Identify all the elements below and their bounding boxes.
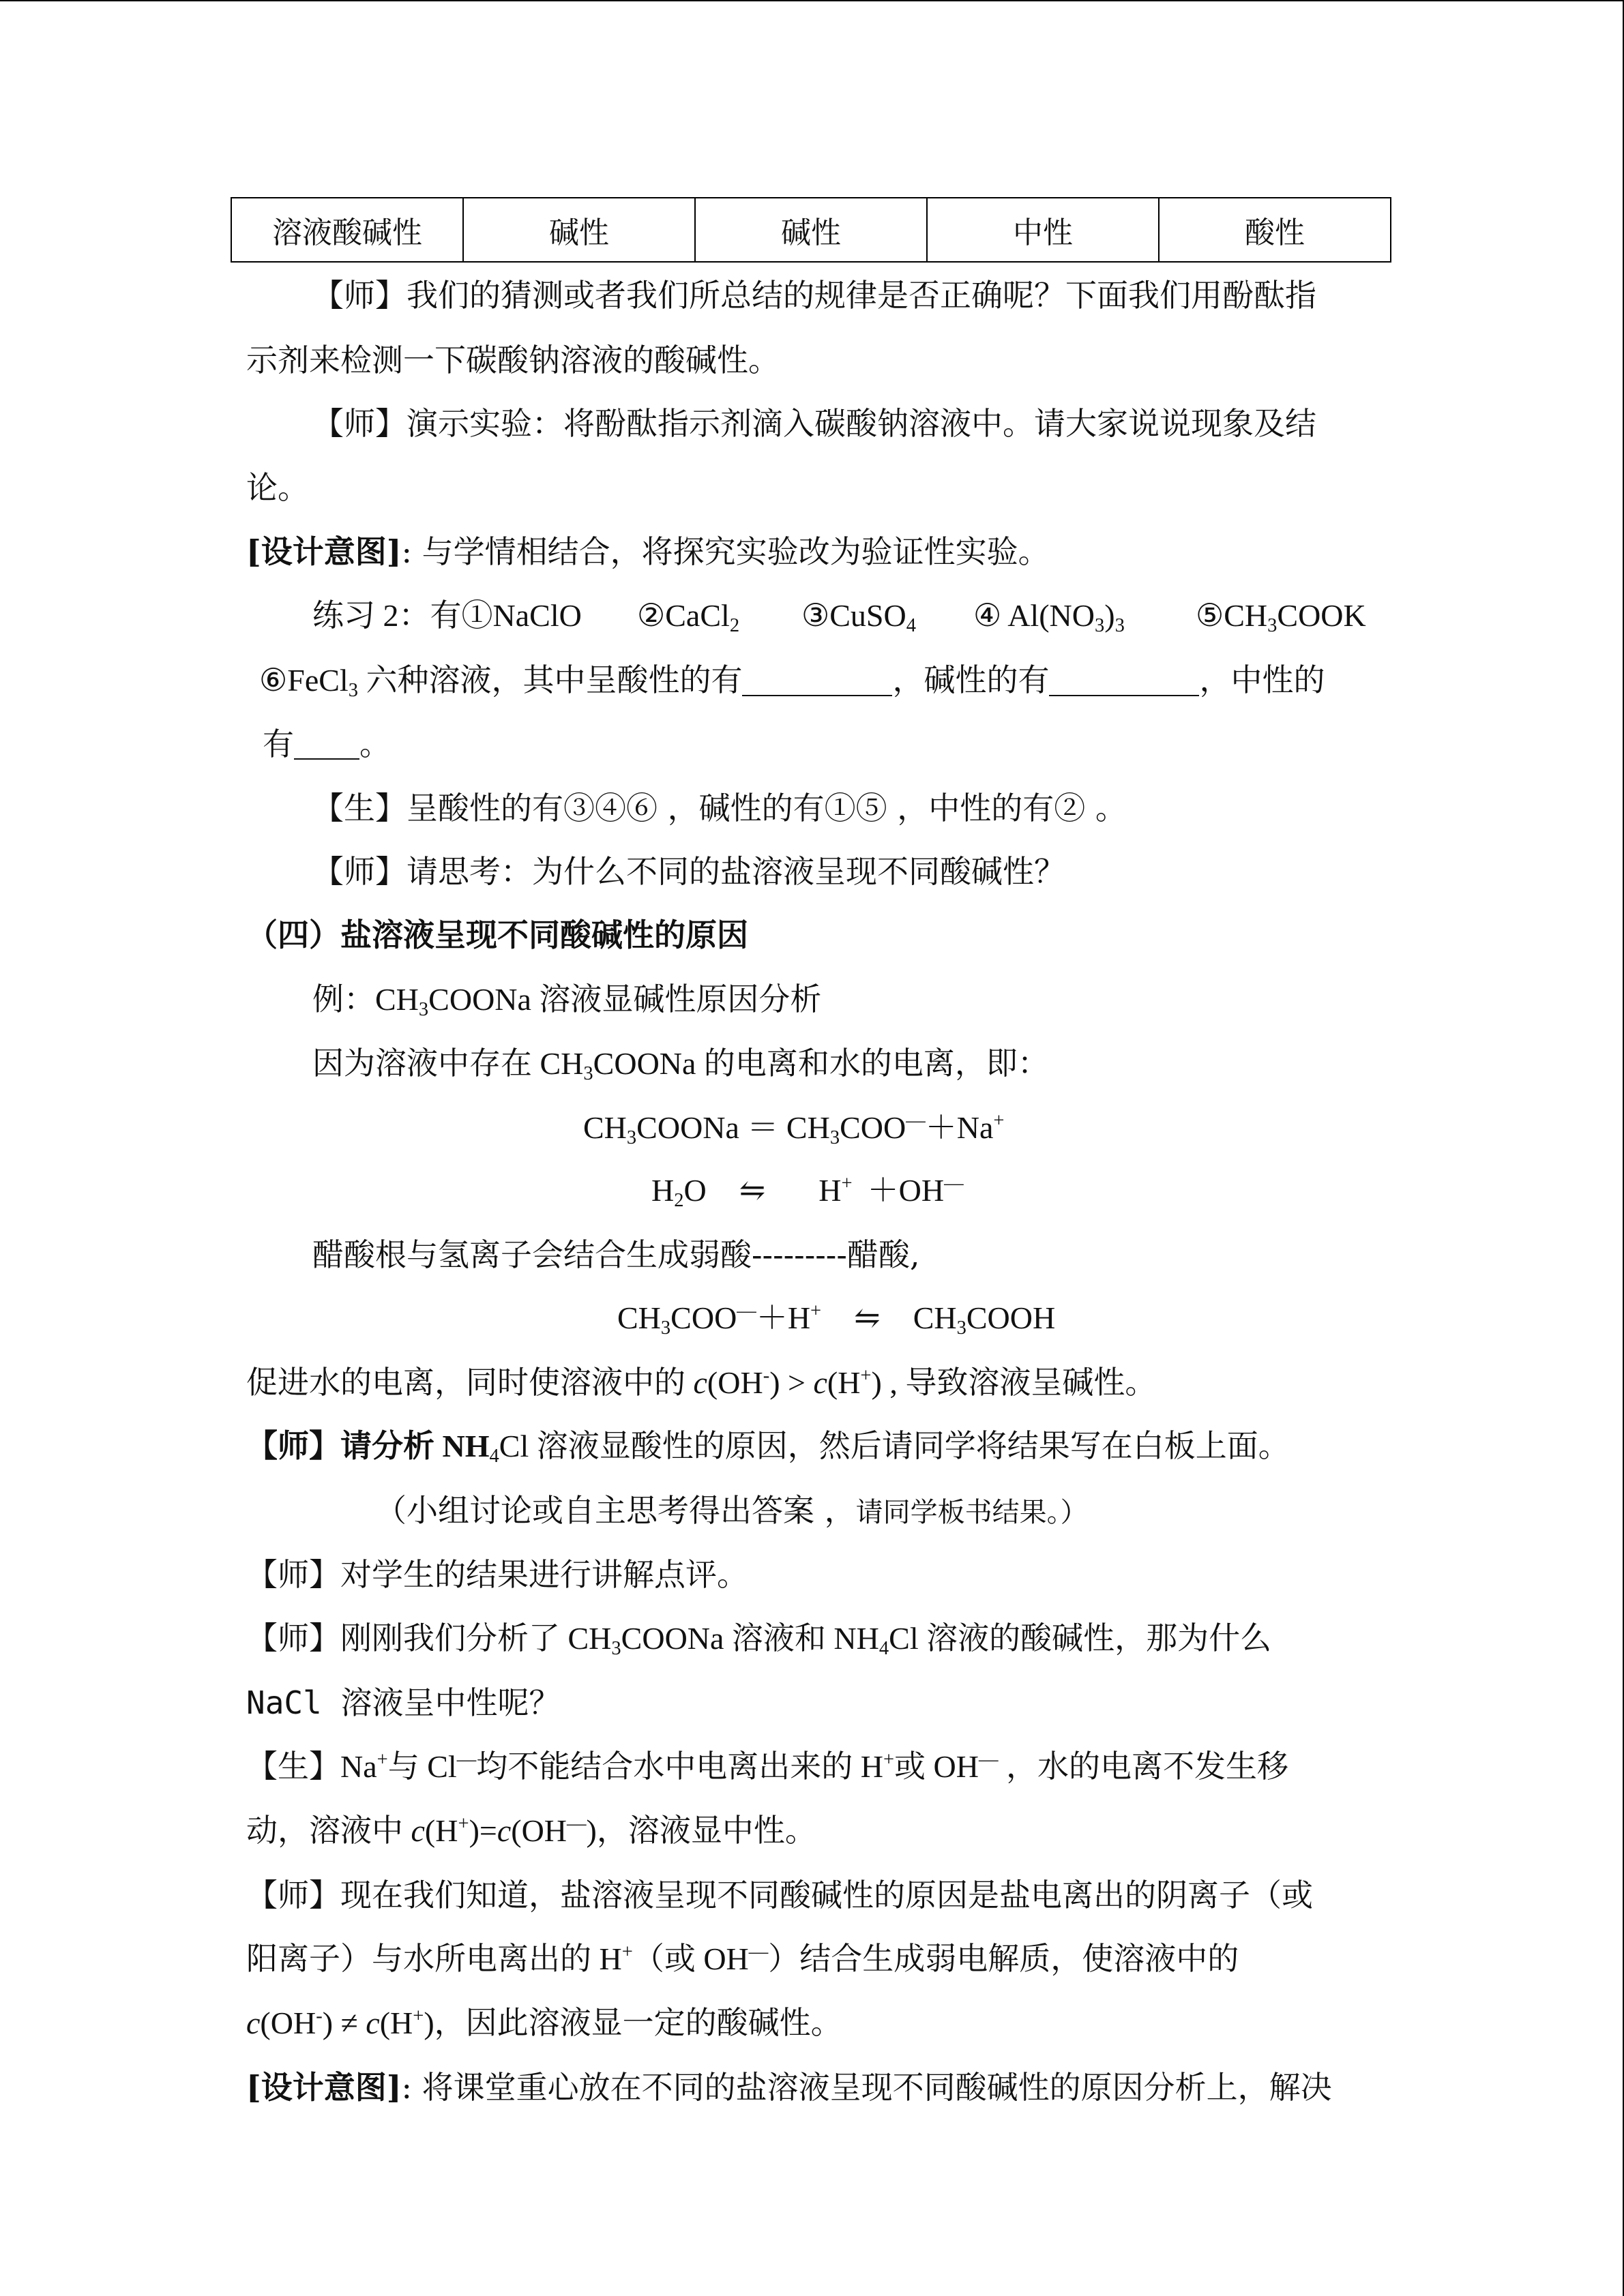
- paragraph-line: 【师】我们的猜测或者我们所总结的规律是否正确呢？下面我们用酚酞指: [312, 277, 1316, 314]
- superscript: —: [737, 1300, 756, 1322]
- line-text: )=: [469, 1813, 497, 1848]
- line-text: （或 OH: [632, 1941, 749, 1976]
- paragraph-line: 【师】请思考：为什么不同的盐溶液呈现不同酸碱性？: [312, 853, 1065, 890]
- superscript: +: [458, 1813, 469, 1834]
- formula-text: COO: [840, 1110, 906, 1145]
- concentration-symbol: c: [411, 1813, 425, 1848]
- table-cell: 酸性: [1159, 198, 1391, 262]
- answer-blank[interactable]: [294, 731, 359, 760]
- superscript: +: [413, 2005, 424, 2027]
- superscript: +: [841, 1172, 853, 1194]
- formula-text: COO: [670, 1300, 737, 1335]
- acidity-table: [231, 197, 1391, 263]
- line-text: 【师】刚刚我们分析了 CH: [246, 1621, 612, 1656]
- superscript: —: [906, 1109, 926, 1131]
- exercise-line: [259, 663, 1325, 701]
- line-text: 动，溶液中: [246, 1813, 411, 1848]
- equilibrium-arrow: ⇋: [854, 1300, 881, 1335]
- exercise-item: ①NaClO: [461, 598, 582, 633]
- exercise-item: [1196, 598, 1366, 636]
- formula-text: ⑥FeCl: [259, 663, 349, 698]
- line-text: 与 Cl: [387, 1749, 457, 1784]
- equilibrium-arrow: ⇋: [739, 1173, 766, 1208]
- formula-text: ＋OH: [867, 1173, 945, 1208]
- design-intent-text: : 将课堂重心放在不同的盐溶液呈现不同酸碱性的原因分析上，解决: [401, 2069, 1332, 2106]
- paragraph-line: 【生】呈酸性的有③④⑥ ，碱性的有①⑤ ，中性的有② 。: [312, 790, 1127, 826]
- superscript: —: [944, 1172, 964, 1194]
- superscript: —: [567, 1813, 587, 1834]
- exercise-prefix: 练习 2：有: [312, 598, 462, 633]
- formula-text: CH: [913, 1300, 957, 1335]
- subscript: 3: [418, 998, 429, 1020]
- line-text: (H: [424, 1813, 458, 1848]
- formula-text: ②CaCl: [637, 598, 730, 633]
- speaker-tag: 【师】请分析 NH: [246, 1429, 490, 1463]
- exercise-item: [801, 598, 916, 636]
- line-text: 【生】Na: [246, 1749, 377, 1784]
- line-text: 六种溶液，其中呈酸性的有: [357, 663, 743, 698]
- paragraph-line: [246, 1815, 816, 1847]
- concentration-symbol: c: [246, 2006, 261, 2040]
- line-text: 。: [359, 726, 391, 762]
- exercise-item: [637, 598, 740, 636]
- design-intent-line: [246, 533, 1050, 570]
- subscript: 4: [489, 1445, 499, 1467]
- paragraph-line: [246, 1621, 1272, 1659]
- subscript: 3: [829, 1127, 840, 1148]
- formula-text: COONa ＝ CH: [636, 1110, 830, 1145]
- line-text: 或 OH: [894, 1749, 979, 1784]
- table-cell: 中性: [927, 198, 1159, 262]
- paragraph-line: [375, 1492, 1088, 1529]
- concentration-symbol: c: [693, 1365, 707, 1400]
- subscript: 3: [956, 1317, 966, 1339]
- paragraph-line: [312, 982, 822, 1020]
- formula-text: ⑤CH: [1196, 598, 1268, 633]
- superscript: +: [860, 1365, 872, 1386]
- page-top-border: [0, 0, 1624, 1]
- equation: [651, 1172, 964, 1211]
- formula-text: COOK: [1277, 598, 1366, 633]
- superscript: —: [456, 1748, 477, 1770]
- subscript: 3: [660, 1317, 671, 1339]
- line-text: ，水的电离不发生移: [998, 1749, 1289, 1784]
- answer-blank[interactable]: [1049, 668, 1199, 696]
- line-text: 均不能结合水中电离出来的 H: [476, 1749, 883, 1784]
- line-text: (OH: [707, 1365, 763, 1400]
- formula-text: ＋Na: [925, 1110, 994, 1145]
- concentration-symbol: c: [366, 2006, 380, 2040]
- formula-text: H: [818, 1173, 842, 1208]
- paragraph-line: 【师】对学生的结果进行讲解点评。: [246, 1556, 748, 1593]
- concentration-symbol: c: [813, 1365, 827, 1400]
- line-text: ，中性的: [1199, 663, 1325, 698]
- line-text: Cl 溶液的酸碱性，那为什么: [889, 1621, 1272, 1656]
- subscript: 4: [906, 614, 916, 636]
- paragraph-line: 【师】现在我们知道，盐溶液呈现不同酸碱性的原因是盐电离出的阴离子（或: [246, 1877, 1313, 1913]
- formula-text: CH: [583, 1110, 627, 1145]
- paragraph-line: [312, 1046, 1049, 1084]
- design-intent-text: : 与学情相结合，将探究实验改为验证性实验。: [401, 533, 1050, 570]
- formula-text: ③CuSO: [801, 598, 906, 633]
- superscript: +: [621, 1941, 633, 1963]
- answer-blank[interactable]: [742, 668, 892, 696]
- paragraph-line: [246, 1429, 1290, 1467]
- paragraph-line: 【师】演示实验：将酚酞指示剂滴入碳酸钠溶液中。请大家说说现象及结: [312, 405, 1316, 442]
- design-intent-label: [设计意图]: [246, 533, 402, 570]
- line-text: 请同学板书结果。）: [855, 1497, 1088, 1528]
- equation: [617, 1300, 1056, 1339]
- line-text: (H: [379, 2006, 413, 2040]
- line-text: 例：CH: [312, 982, 419, 1017]
- superscript: -: [316, 2005, 323, 2027]
- exercise-line: [263, 728, 391, 760]
- equation: [583, 1109, 1005, 1148]
- paragraph-line: 论。: [246, 469, 309, 506]
- formula-text: ＋H: [756, 1300, 811, 1335]
- line-text: ) >: [769, 1365, 814, 1400]
- subscript: 3: [1267, 614, 1278, 636]
- concentration-symbol: c: [497, 1813, 512, 1848]
- paragraph-line: 醋酸根与氢离子会结合生成弱酸---------醋酸,: [312, 1236, 920, 1273]
- formula-text: CH: [617, 1300, 661, 1335]
- paragraph-line: [246, 2005, 842, 2040]
- superscript: —: [979, 1748, 999, 1770]
- line-text: 因为溶液中存在 CH: [312, 1046, 584, 1081]
- line-text: )，因此溶液显一定的酸碱性。: [424, 2006, 842, 2040]
- paragraph-line: [246, 1367, 1156, 1399]
- subscript: 2: [729, 614, 740, 636]
- subscript: 3: [626, 1127, 637, 1148]
- subscript: 3: [348, 679, 358, 701]
- table-row: [231, 198, 1391, 262]
- table-cell: 碱性: [463, 198, 695, 262]
- line-text: COONa 溶液和 NH: [621, 1621, 879, 1656]
- subscript: 4: [879, 1637, 889, 1659]
- line-text: (OH: [511, 1813, 567, 1848]
- section-heading: （四）盐溶液呈现不同酸碱性的原因: [246, 916, 748, 953]
- subscript: 3: [1094, 614, 1105, 636]
- paragraph-line: [246, 1748, 1289, 1784]
- superscript: +: [993, 1109, 1005, 1131]
- formula-text: ): [1104, 598, 1115, 633]
- formula-text: O: [683, 1173, 707, 1208]
- line-text: Cl 溶液显酸性的原因，然后请同学将结果写在白板上面。: [499, 1429, 1290, 1463]
- design-intent-label: [设计意图]: [246, 2069, 402, 2106]
- line-text: 促进水的电离，同时使溶液中的: [246, 1365, 694, 1400]
- line-text: ，碱性的有: [892, 663, 1050, 698]
- line-text: ）结合生成弱电解质，使溶液中的: [768, 1941, 1239, 1976]
- subscript: 2: [674, 1189, 684, 1211]
- line-text: 有: [263, 726, 294, 762]
- paragraph-line: NaCl 溶液呈中性呢？: [246, 1684, 561, 1721]
- superscript: -: [763, 1365, 770, 1386]
- table-cell: 碱性: [695, 198, 927, 262]
- formula-text: COOH: [966, 1300, 1056, 1335]
- line-text: (OH: [260, 2006, 316, 2040]
- subscript: 3: [611, 1637, 621, 1659]
- design-intent-line: [246, 2069, 1332, 2106]
- line-text: (H: [827, 1365, 861, 1400]
- line-text: （小组讨论或自主思考得出答案 ，: [375, 1492, 856, 1529]
- subscript: 3: [583, 1062, 593, 1084]
- line-text: 阳离子）与水所电离出的 H: [246, 1941, 622, 1976]
- formula-text: ④ Al(NO: [973, 598, 1095, 633]
- superscript: +: [810, 1300, 822, 1322]
- line-text: COONa 的电离和水的电离，即：: [593, 1046, 1049, 1081]
- table-cell: 溶液酸碱性: [231, 198, 463, 262]
- superscript: +: [377, 1748, 388, 1770]
- line-text: ) , 导致溶液呈碱性。: [871, 1365, 1157, 1400]
- line-text: ) ≠: [322, 2006, 366, 2040]
- exercise-line: [312, 600, 582, 631]
- paragraph-line: [246, 1943, 1239, 1975]
- line-text: COONa 溶液显碱性原因分析: [428, 982, 822, 1017]
- paragraph-line: 示剂来检测一下碳酸钠溶液的酸碱性。: [246, 342, 780, 378]
- superscript: —: [748, 1941, 769, 1963]
- line-text: )，溶液显中性。: [586, 1813, 816, 1848]
- subscript: 3: [1114, 614, 1125, 636]
- formula-text: H: [651, 1173, 675, 1208]
- exercise-item: [973, 598, 1125, 636]
- superscript: +: [883, 1748, 895, 1770]
